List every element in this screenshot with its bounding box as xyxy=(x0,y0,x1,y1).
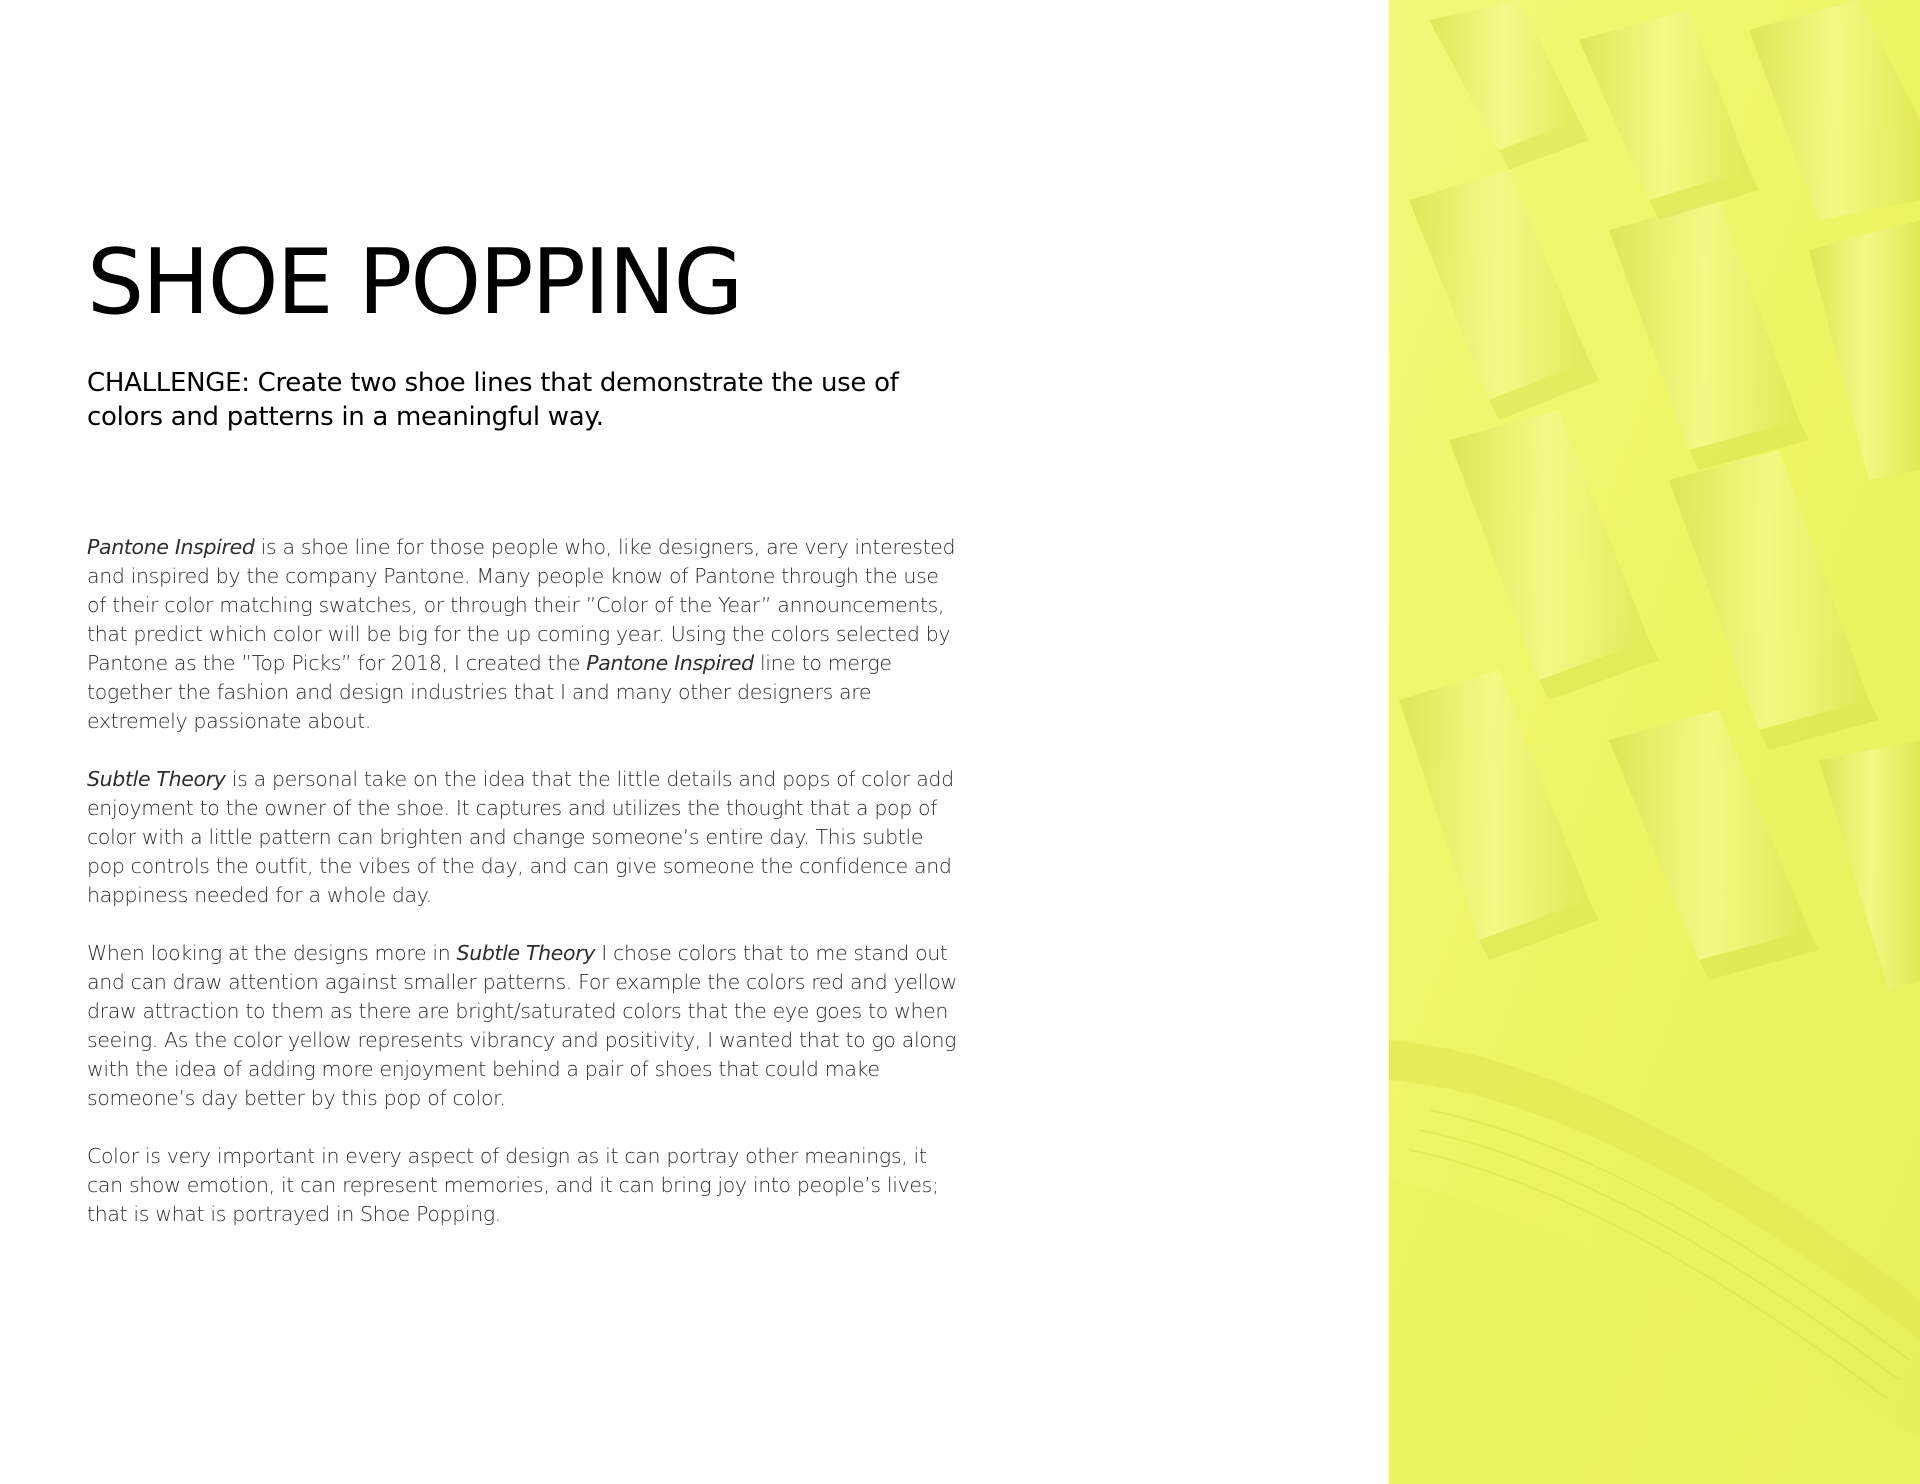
paragraph-text: When looking at the designs more in xyxy=(87,941,457,965)
yellow-shoe-texture-photo xyxy=(1389,0,1920,1484)
page-title: SHOE POPPING xyxy=(87,230,742,335)
paragraph-text: line to merge together the fashion and design industries that I and many other designers are extremely passionate about. xyxy=(87,651,892,733)
paragraph-text: is a shoe line for those people who, like designers, are very interested and inspired by the company Pantone. Many people know of Pantone through the use of their color matching swatches, or through their ”Color of the Year” announcements, that predict which color will be big for the up coming year. Using the colors selected by Pantone as the ”Top Picks” for 2018, I created the xyxy=(87,535,956,675)
paragraph-text: I chose colors that to me stand out and can draw attention against smaller patterns. For example the colors red and yellow draw attraction to them as there are bright/saturated colors that the eye goes to when seeing. As the color yellow represents vibrancy and positivity, I wanted that to go along with the idea of adding more enjoyment behind a pair of shoes that could make someone’s day better by this pop of color. xyxy=(87,941,957,1110)
paragraph-color-choices xyxy=(87,939,957,1113)
paragraph-text: Color is very important in every aspect of design as it can portray other meanings, it can show emotion, it can represent memories, and it can bring joy into people’s lives; that is what is portrayed in Shoe Popping. xyxy=(87,1144,939,1226)
italic-line-name: Subtle Theory xyxy=(87,767,226,791)
paragraph-subtle-theory xyxy=(87,765,957,910)
italic-line-name: Subtle Theory xyxy=(456,941,596,965)
shoe-texture-illustration xyxy=(1389,0,1920,1484)
body-text xyxy=(87,533,957,1258)
paragraph-pantone-inspired xyxy=(87,533,957,736)
italic-line-name: Pantone Inspired xyxy=(87,535,255,559)
paragraph-conclusion xyxy=(87,1142,957,1229)
paragraph-text: is a personal take on the idea that the little details and pops of color add enjoyment to the owner of the shoe. It captures and utilizes the thought that a pop of color with a little pattern can brighten and change someone’s entire day. This subtle pop controls the outfit, the vibes of the day, and can give someone the confidence and happiness needed for a whole day. xyxy=(87,767,954,907)
challenge-statement: CHALLENGE: Create two shoe lines that demonstrate the use of colors and patterns in a meaningful way. xyxy=(87,368,899,432)
italic-line-name: Pantone Inspired xyxy=(586,651,754,675)
